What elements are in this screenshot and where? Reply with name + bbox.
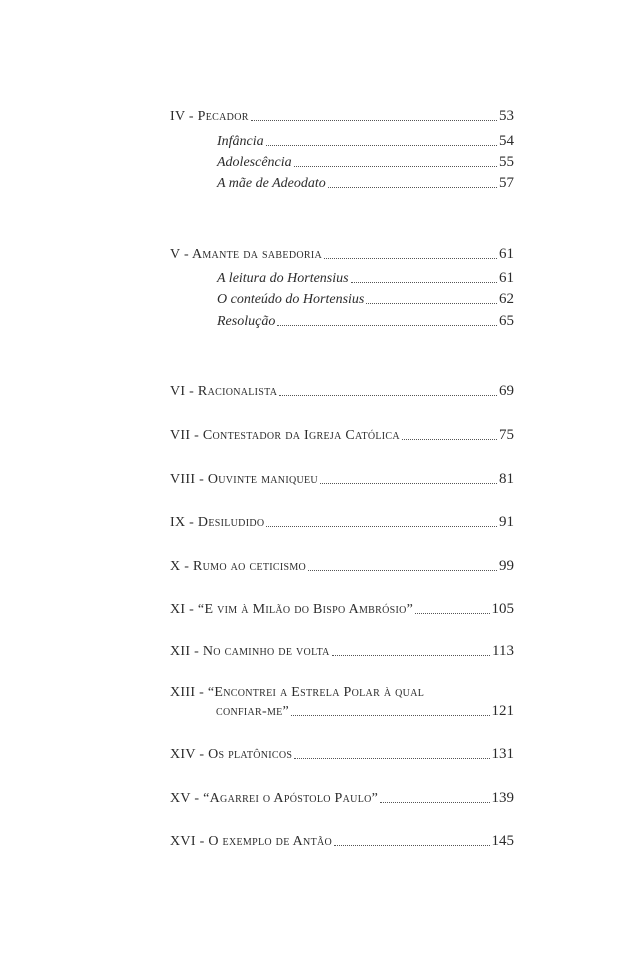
toc-entry-chapter-4[interactable] [170,107,514,126]
toc-entry-page: 91 [499,514,514,530]
leader-dots [380,802,489,803]
toc-entry-chapter-16[interactable] [170,832,514,851]
leader-dots [277,325,497,326]
toc-entry-label: VI - Racionalista [170,384,278,399]
toc-subentry-page: 61 [499,270,514,286]
toc-subentry[interactable] [217,174,514,193]
leader-dots [334,845,489,846]
toc-entry-label: IX - Desiludido [170,515,265,530]
toc-entry-page: 75 [499,427,514,443]
toc-entry-chapter-14[interactable] [170,745,514,764]
toc-subentry-label: Infância [217,134,264,149]
toc-entry-label: XVI - O exemplo de Antão [170,834,333,849]
toc-entry-page: 53 [499,108,514,124]
toc-entry-page: 139 [491,790,514,806]
leader-dots [366,303,497,304]
toc-subentry-label: A leitura do Hortensius [217,271,349,286]
leader-dots [308,570,497,571]
toc-entry-label-line2: confiar-me” [216,704,290,719]
toc-subentry-page: 62 [499,291,514,307]
toc-entry-chapter-12[interactable] [170,642,514,661]
toc-entry-chapter-7[interactable] [170,426,514,445]
toc-entry-label: V - Amante da sabedoria [170,247,322,262]
toc-entry-page: 145 [491,833,514,849]
toc-entry-label: X - Rumo ao ceticismo [170,559,307,574]
toc-subentry-label: Resolução [217,314,276,329]
toc-entry-chapter-10[interactable] [170,557,514,576]
toc-entry-label: IV - Pecador [170,109,249,124]
leader-dots [266,526,497,527]
toc-entry-chapter-6[interactable] [170,382,514,401]
leader-dots [294,758,489,759]
leader-dots [415,613,489,614]
leader-dots [332,655,490,656]
toc-subentry[interactable] [217,132,514,151]
toc-entry-page: 69 [499,383,514,399]
toc-entry-page: 61 [499,246,514,262]
leader-dots [324,258,497,259]
toc-subentry-page: 54 [499,133,514,149]
toc-subentry[interactable] [217,153,514,172]
toc-entry-label: XI - “E vim à Milão do Bispo Ambrósio” [170,602,414,617]
toc-entry-label-line1: XIII - “Encontrei a Estrela Polar à qual [170,685,425,700]
toc-entry-page: 113 [492,643,514,659]
toc-subentry[interactable] [217,312,514,331]
toc-entry-label: VII - Contestador da Igreja Católica [170,428,400,443]
toc-entry-chapter-13[interactable] [170,684,514,724]
leader-dots [279,395,497,396]
leader-dots [251,120,497,121]
toc-entry-label: VIII - Ouvinte maniqueu [170,472,318,487]
leader-dots [291,715,489,716]
leader-dots [266,145,497,146]
toc-entry-label: XIV - Os platônicos [170,747,293,762]
toc-entry-label: XV - “Agarrei o Apóstolo Paulo” [170,791,379,806]
toc-entry-chapter-8[interactable] [170,470,514,489]
toc-entry-page: 105 [491,601,514,617]
toc-subentry[interactable] [217,290,514,309]
toc-entry-page: 99 [499,558,514,574]
toc-entry-chapter-15[interactable] [170,789,514,808]
toc-entry-chapter-11[interactable] [170,600,514,619]
toc-entry-line2 [170,702,514,721]
toc-entry-page: 81 [499,471,514,487]
toc-subentry-label: A mãe de Adeodato [217,176,326,191]
toc-subentry-page: 55 [499,154,514,170]
leader-dots [328,187,497,188]
leader-dots [351,282,497,283]
toc-subentry-label: O conteúdo do Hortensius [217,292,365,307]
toc-entry-page: 121 [491,703,514,719]
toc-subentry[interactable] [217,269,514,288]
toc-entry-chapter-5[interactable] [170,245,514,264]
toc-subentry-label: Adolescência [217,155,292,170]
toc-subentry-page: 65 [499,313,514,329]
toc-entry-page: 131 [491,746,514,762]
toc-entry-label: XII - No caminho de volta [170,644,330,659]
toc-entry-chapter-9[interactable] [170,513,514,532]
leader-dots [294,166,497,167]
toc-subentry-page: 57 [499,175,514,191]
leader-dots [320,483,497,484]
leader-dots [402,439,497,440]
